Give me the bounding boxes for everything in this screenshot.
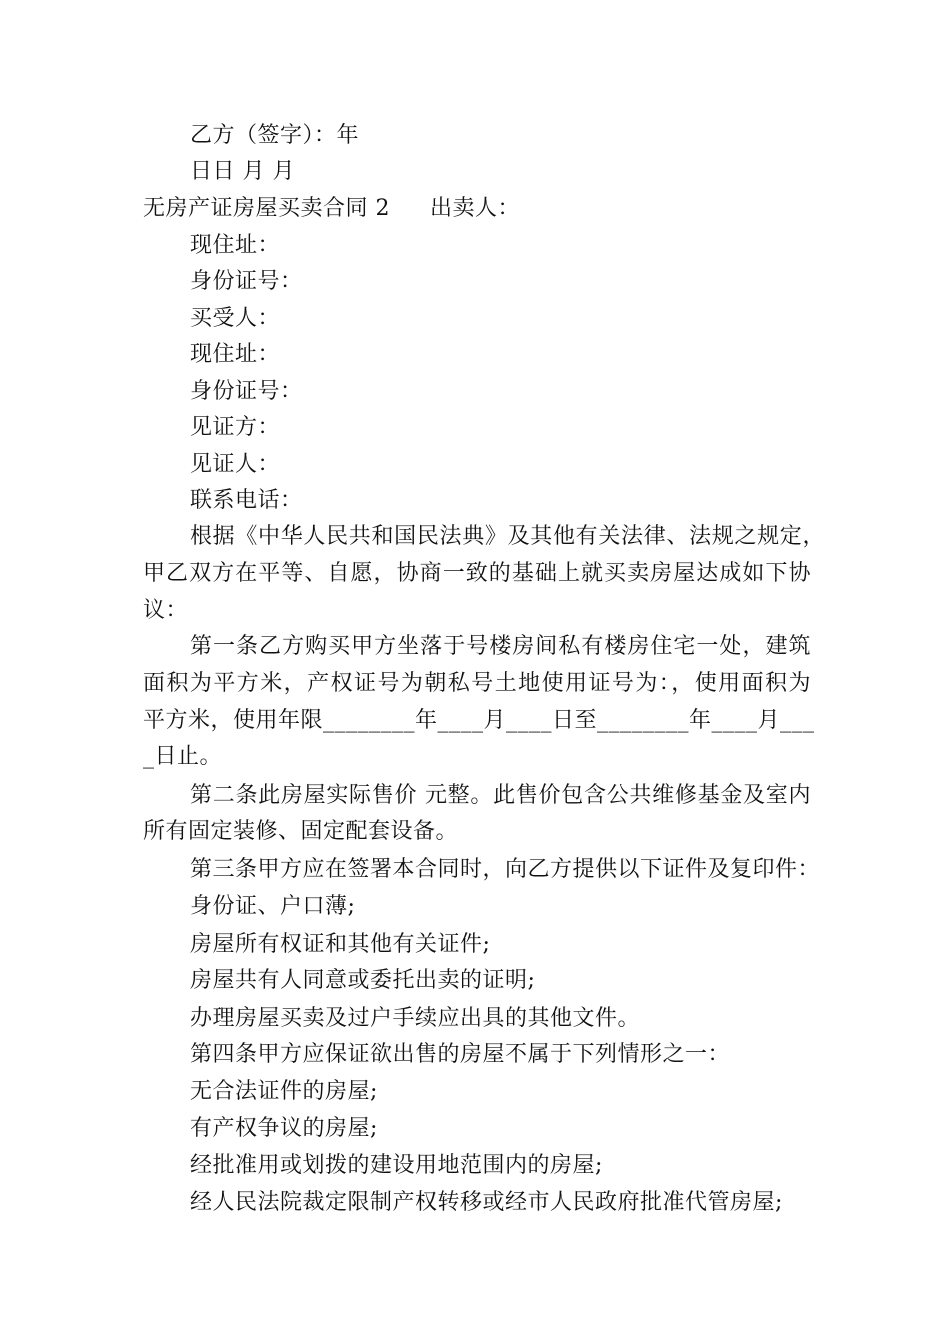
field-contact-phone: 联系电话： bbox=[190, 488, 303, 513]
intro-line-2: 甲乙双方在平等、自愿，协商一致的基础上就买卖房屋达成如下协 bbox=[143, 561, 811, 586]
signature-date-line: 日日 月 月 bbox=[190, 159, 295, 184]
field-seller-address: 现住址： bbox=[190, 233, 281, 258]
article-2-line-1: 第二条此房屋实际售价 元整。此售价包含公共维修基金及室内 bbox=[190, 783, 811, 808]
field-buyer: 买受人： bbox=[190, 306, 281, 331]
article-3-heading: 第三条甲方应在签署本合同时，向乙方提供以下证件及复印件： bbox=[190, 857, 821, 882]
intro-line-1: 根据《中华人民共和国民法典》及其他有关法律、法规之规定， bbox=[190, 524, 825, 549]
article-4-item: 经批准用或划拨的建设用地范围内的房屋; bbox=[190, 1153, 603, 1178]
article-4-item: 经人民法院裁定限制产权转移或经市人民政府批准代管房屋; bbox=[190, 1190, 783, 1215]
signature-line-party-b: 乙方（签字）：年 bbox=[190, 123, 360, 148]
article-3-item: 房屋共有人同意或委托出卖的证明; bbox=[190, 968, 536, 993]
article-2-line-2: 所有固定装修、固定配套设备。 bbox=[143, 819, 459, 844]
seller-label: 出卖人： bbox=[430, 196, 521, 221]
intro-line-3: 议： bbox=[143, 598, 189, 623]
article-1-line-4: _日止。 bbox=[143, 744, 223, 769]
field-buyer-address: 现住址： bbox=[190, 342, 281, 367]
article-4-heading: 第四条甲方应保证欲出售的房屋不属于下列情形之一： bbox=[190, 1042, 731, 1067]
article-4-item: 有产权争议的房屋; bbox=[190, 1116, 378, 1141]
article-1-line-2: 面积为平方米，产权证号为朝私号土地使用证号为：，使用面积为 bbox=[143, 671, 811, 696]
article-1-line-1: 第一条乙方购买甲方坐落于号楼房间私有楼房住宅一处，建筑 bbox=[190, 634, 811, 659]
field-seller-id: 身份证号： bbox=[190, 269, 303, 294]
contract-title: 无房产证房屋买卖合同 2 bbox=[143, 196, 390, 221]
field-witness-person: 见证人： bbox=[190, 452, 281, 477]
article-3-item: 房屋所有权证和其他有关证件; bbox=[190, 932, 491, 957]
field-witness-party: 见证方： bbox=[190, 415, 281, 440]
article-3-item: 办理房屋买卖及过户手续应出具的其他文件。 bbox=[190, 1006, 641, 1031]
article-3-item: 身份证、户口薄; bbox=[190, 894, 356, 919]
article-1-line-3: 平方米，使用年限________年____月____日至________年____月___ bbox=[143, 708, 815, 733]
article-4-item: 无合法证件的房屋; bbox=[190, 1079, 378, 1104]
field-buyer-id: 身份证号： bbox=[190, 379, 303, 404]
